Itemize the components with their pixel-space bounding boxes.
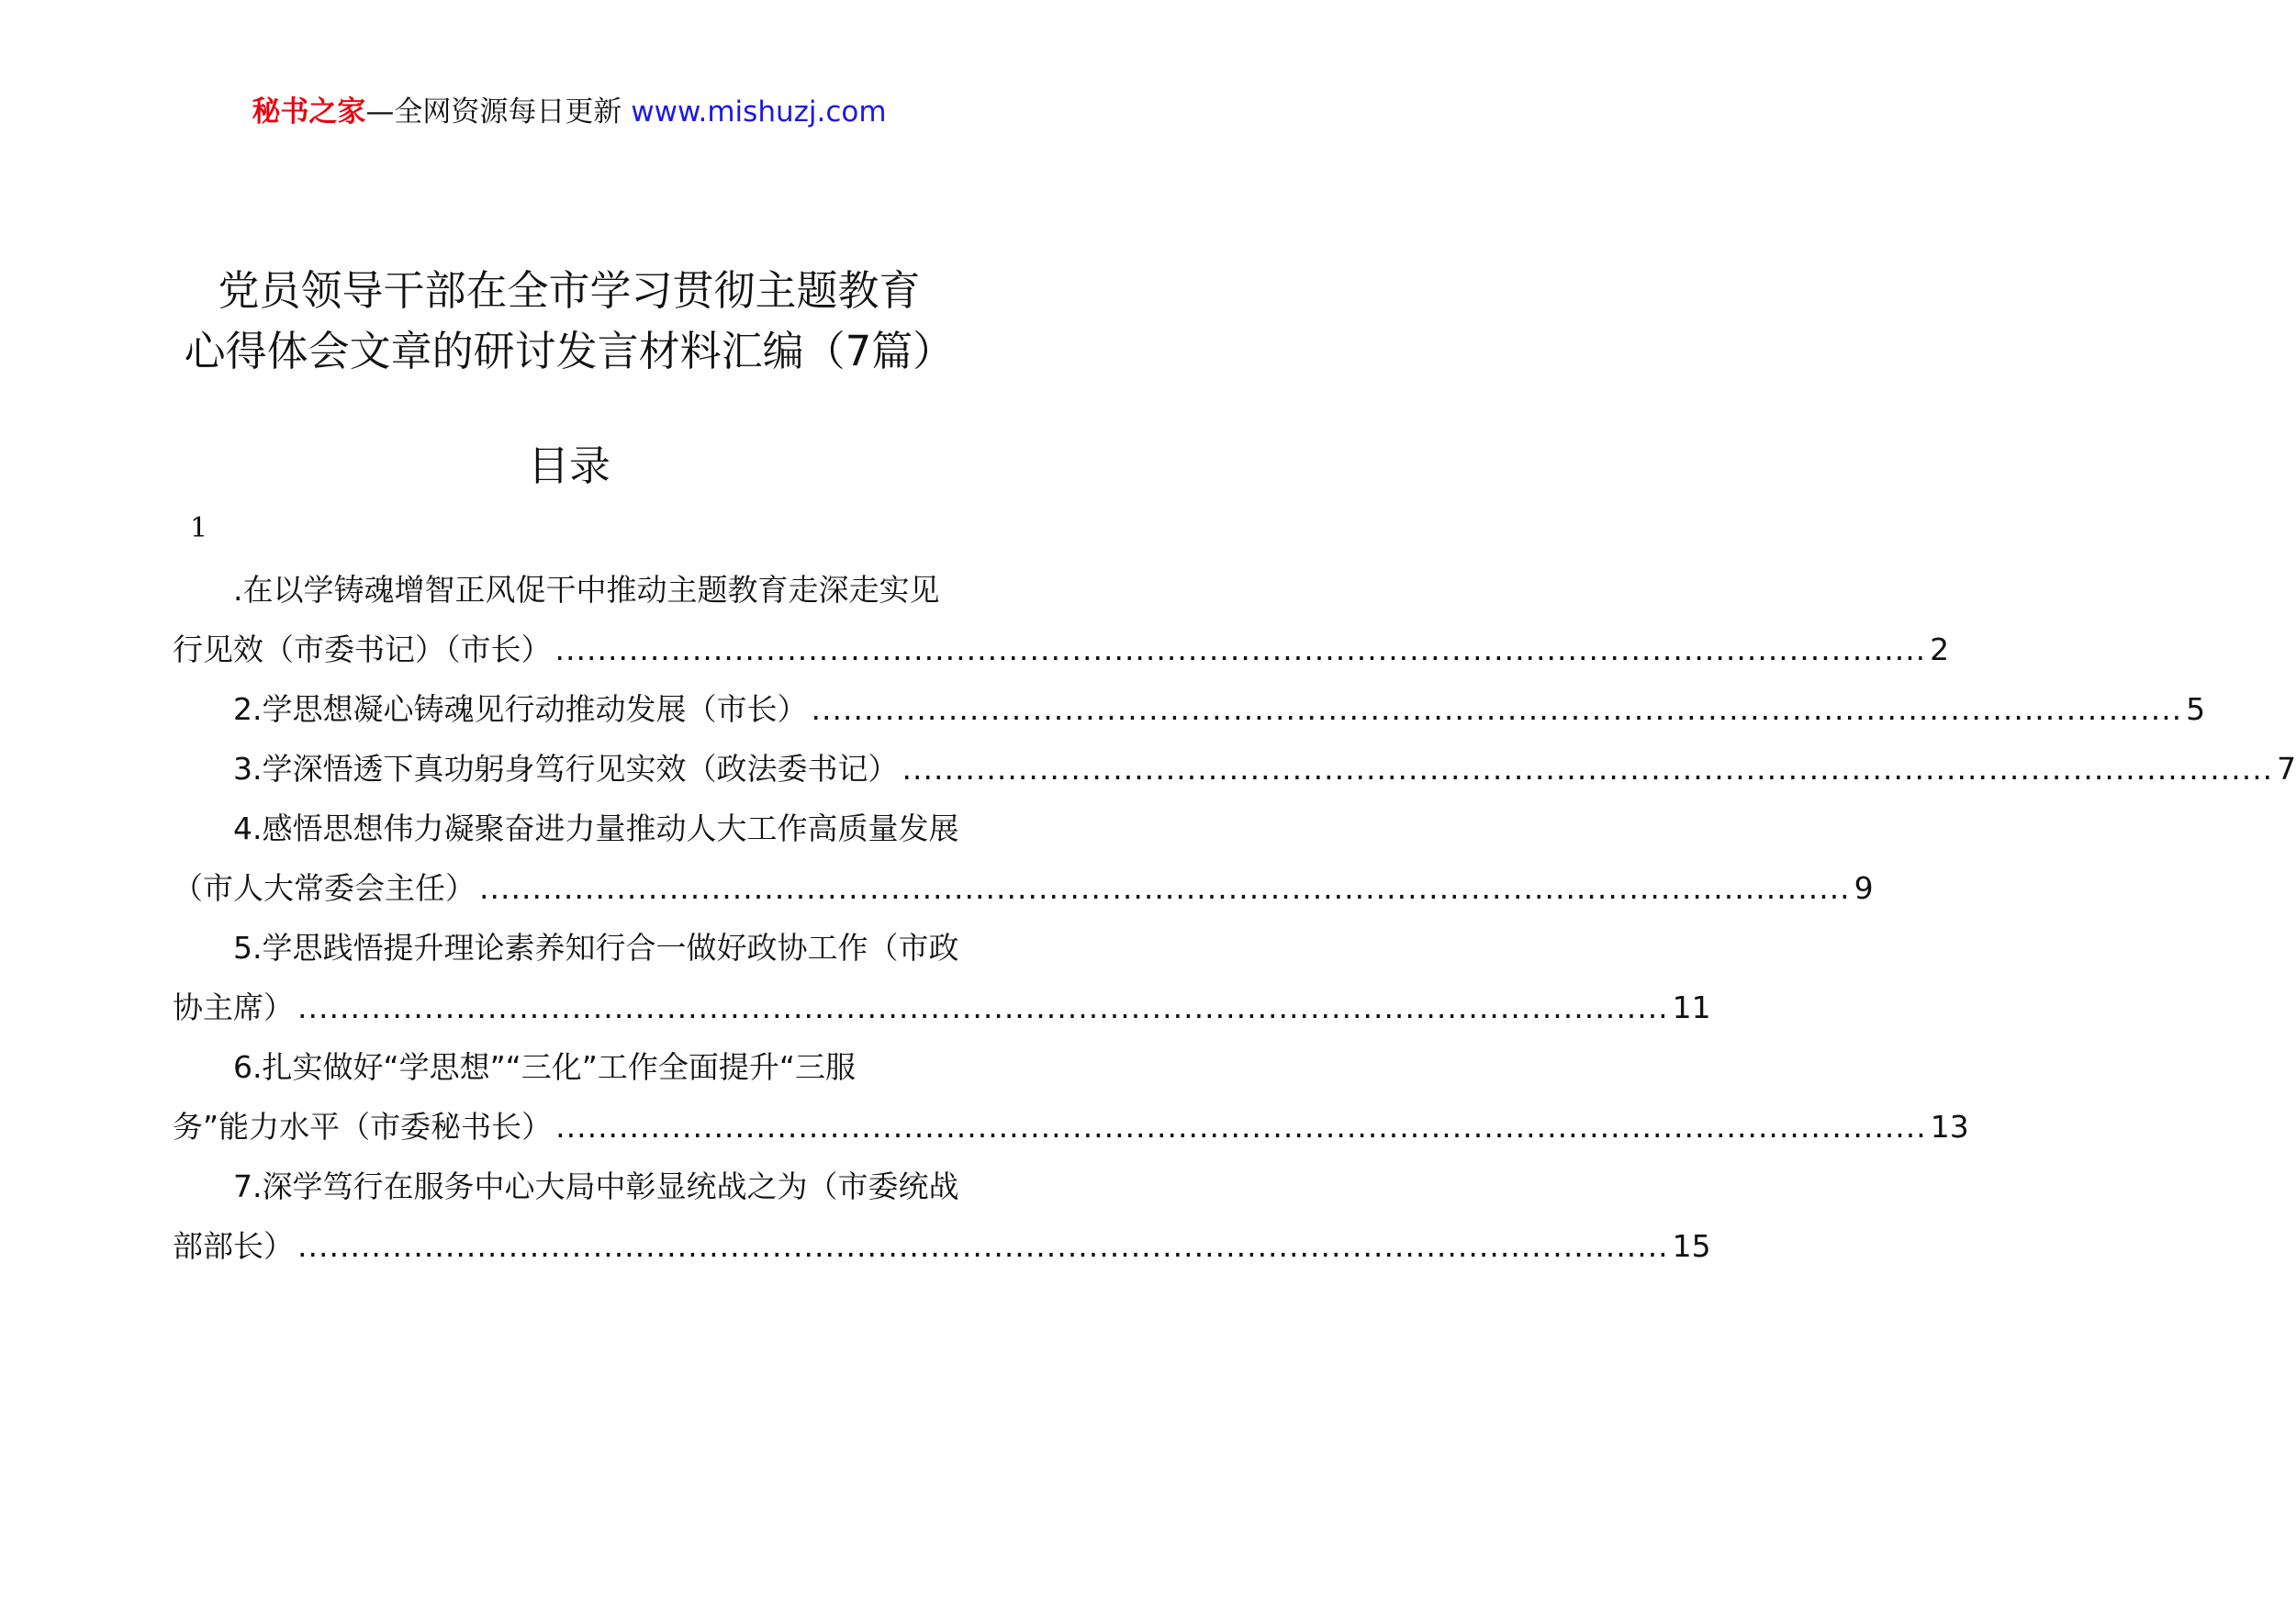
toc-entry-text: .在以学铸魂增智正风促干中推动主题教育走深走实见 xyxy=(233,572,940,608)
dot-leader: .................................................................................................................................. xyxy=(297,1228,1669,1264)
toc-entry-1-line-2[interactable] xyxy=(173,620,1950,679)
toc-entry-text: 行见效（市委书记）（市长） xyxy=(173,632,552,667)
toc-entry-6-line-2[interactable] xyxy=(173,1097,1969,1157)
title-line-1: 党员领导干部在全市学习贯彻主题教育 xyxy=(218,266,921,315)
toc-page-number: 11 xyxy=(1672,989,1711,1025)
table-of-contents xyxy=(173,560,2296,1276)
toc-entry-text: 7.深学笃行在服务中心大局中彰显统战之为（市委统战 xyxy=(233,1168,959,1204)
toc-entry-4-line-2[interactable] xyxy=(173,858,1874,918)
dot-leader: .................................................................................................................................. xyxy=(479,870,1851,906)
toc-entry-text: 3.学深悟透下真功躬身笃行见实效（政法委书记） xyxy=(233,751,899,787)
header-tagline: —全网资源每日更新 xyxy=(365,95,622,129)
document-title xyxy=(0,261,1138,382)
toc-entry-1-line-1[interactable] xyxy=(173,560,968,620)
toc-page-number: 2 xyxy=(1930,632,1950,667)
toc-entry-text: 4.感悟思想伟力凝聚奋进力量推动人大工作高质量发展 xyxy=(233,811,959,846)
dot-leader: .................................................................................................................................. xyxy=(555,1109,1927,1145)
toc-entry-5-line-2[interactable] xyxy=(173,978,1711,1037)
site-url-link[interactable]: www.mishuzj.com xyxy=(631,95,887,129)
dot-leader: .................................................................................................................................. xyxy=(554,632,1927,667)
dot-leader: .................................................................................................................................. xyxy=(297,989,1669,1025)
toc-page-number: 7 xyxy=(2277,751,2296,787)
toc-entry-3[interactable] xyxy=(173,739,2296,799)
toc-page-number: 5 xyxy=(2186,691,2206,727)
toc-heading: 目录 xyxy=(527,442,610,490)
toc-entry-2[interactable] xyxy=(173,679,2206,739)
toc-page-number: 13 xyxy=(1930,1109,1969,1145)
toc-page-number: 15 xyxy=(1672,1228,1711,1264)
toc-entry-text: （市人大常委会主任） xyxy=(173,870,476,906)
toc-entry-7-line-1[interactable] xyxy=(173,1157,968,1216)
toc-entry-4-line-1[interactable] xyxy=(173,799,968,858)
toc-entry-text: 5.学思践悟提升理论素养知行合一做好政协工作（市政 xyxy=(233,930,959,966)
toc-entry-text: 部部长） xyxy=(173,1228,294,1264)
title-line-2: 心得体会文章的研讨发言材料汇编（7篇） xyxy=(184,327,955,375)
toc-entry-7-line-2[interactable] xyxy=(173,1216,1711,1276)
toc-entry-6-line-1[interactable] xyxy=(173,1037,968,1097)
site-header xyxy=(0,92,1138,132)
dot-leader: .................................................................................................................................. xyxy=(811,691,2183,727)
dot-leader: .................................................................................................................................. xyxy=(902,751,2274,787)
brand-name: 秘书之家 xyxy=(252,95,366,129)
toc-entry-text: 6.扎实做好“学思想”“三化”工作全面提升“三服 xyxy=(233,1049,856,1085)
toc-entry-text: 协主席） xyxy=(173,989,294,1025)
toc-page-number: 9 xyxy=(1854,870,1874,906)
stray-number: 1 xyxy=(190,512,208,544)
toc-entry-text: 2.学思想凝心铸魂见行动推动发展（市长） xyxy=(233,691,808,727)
toc-entry-text: 务”能力水平（市委秘书长） xyxy=(173,1109,553,1145)
toc-entry-5-line-1[interactable] xyxy=(173,918,968,978)
